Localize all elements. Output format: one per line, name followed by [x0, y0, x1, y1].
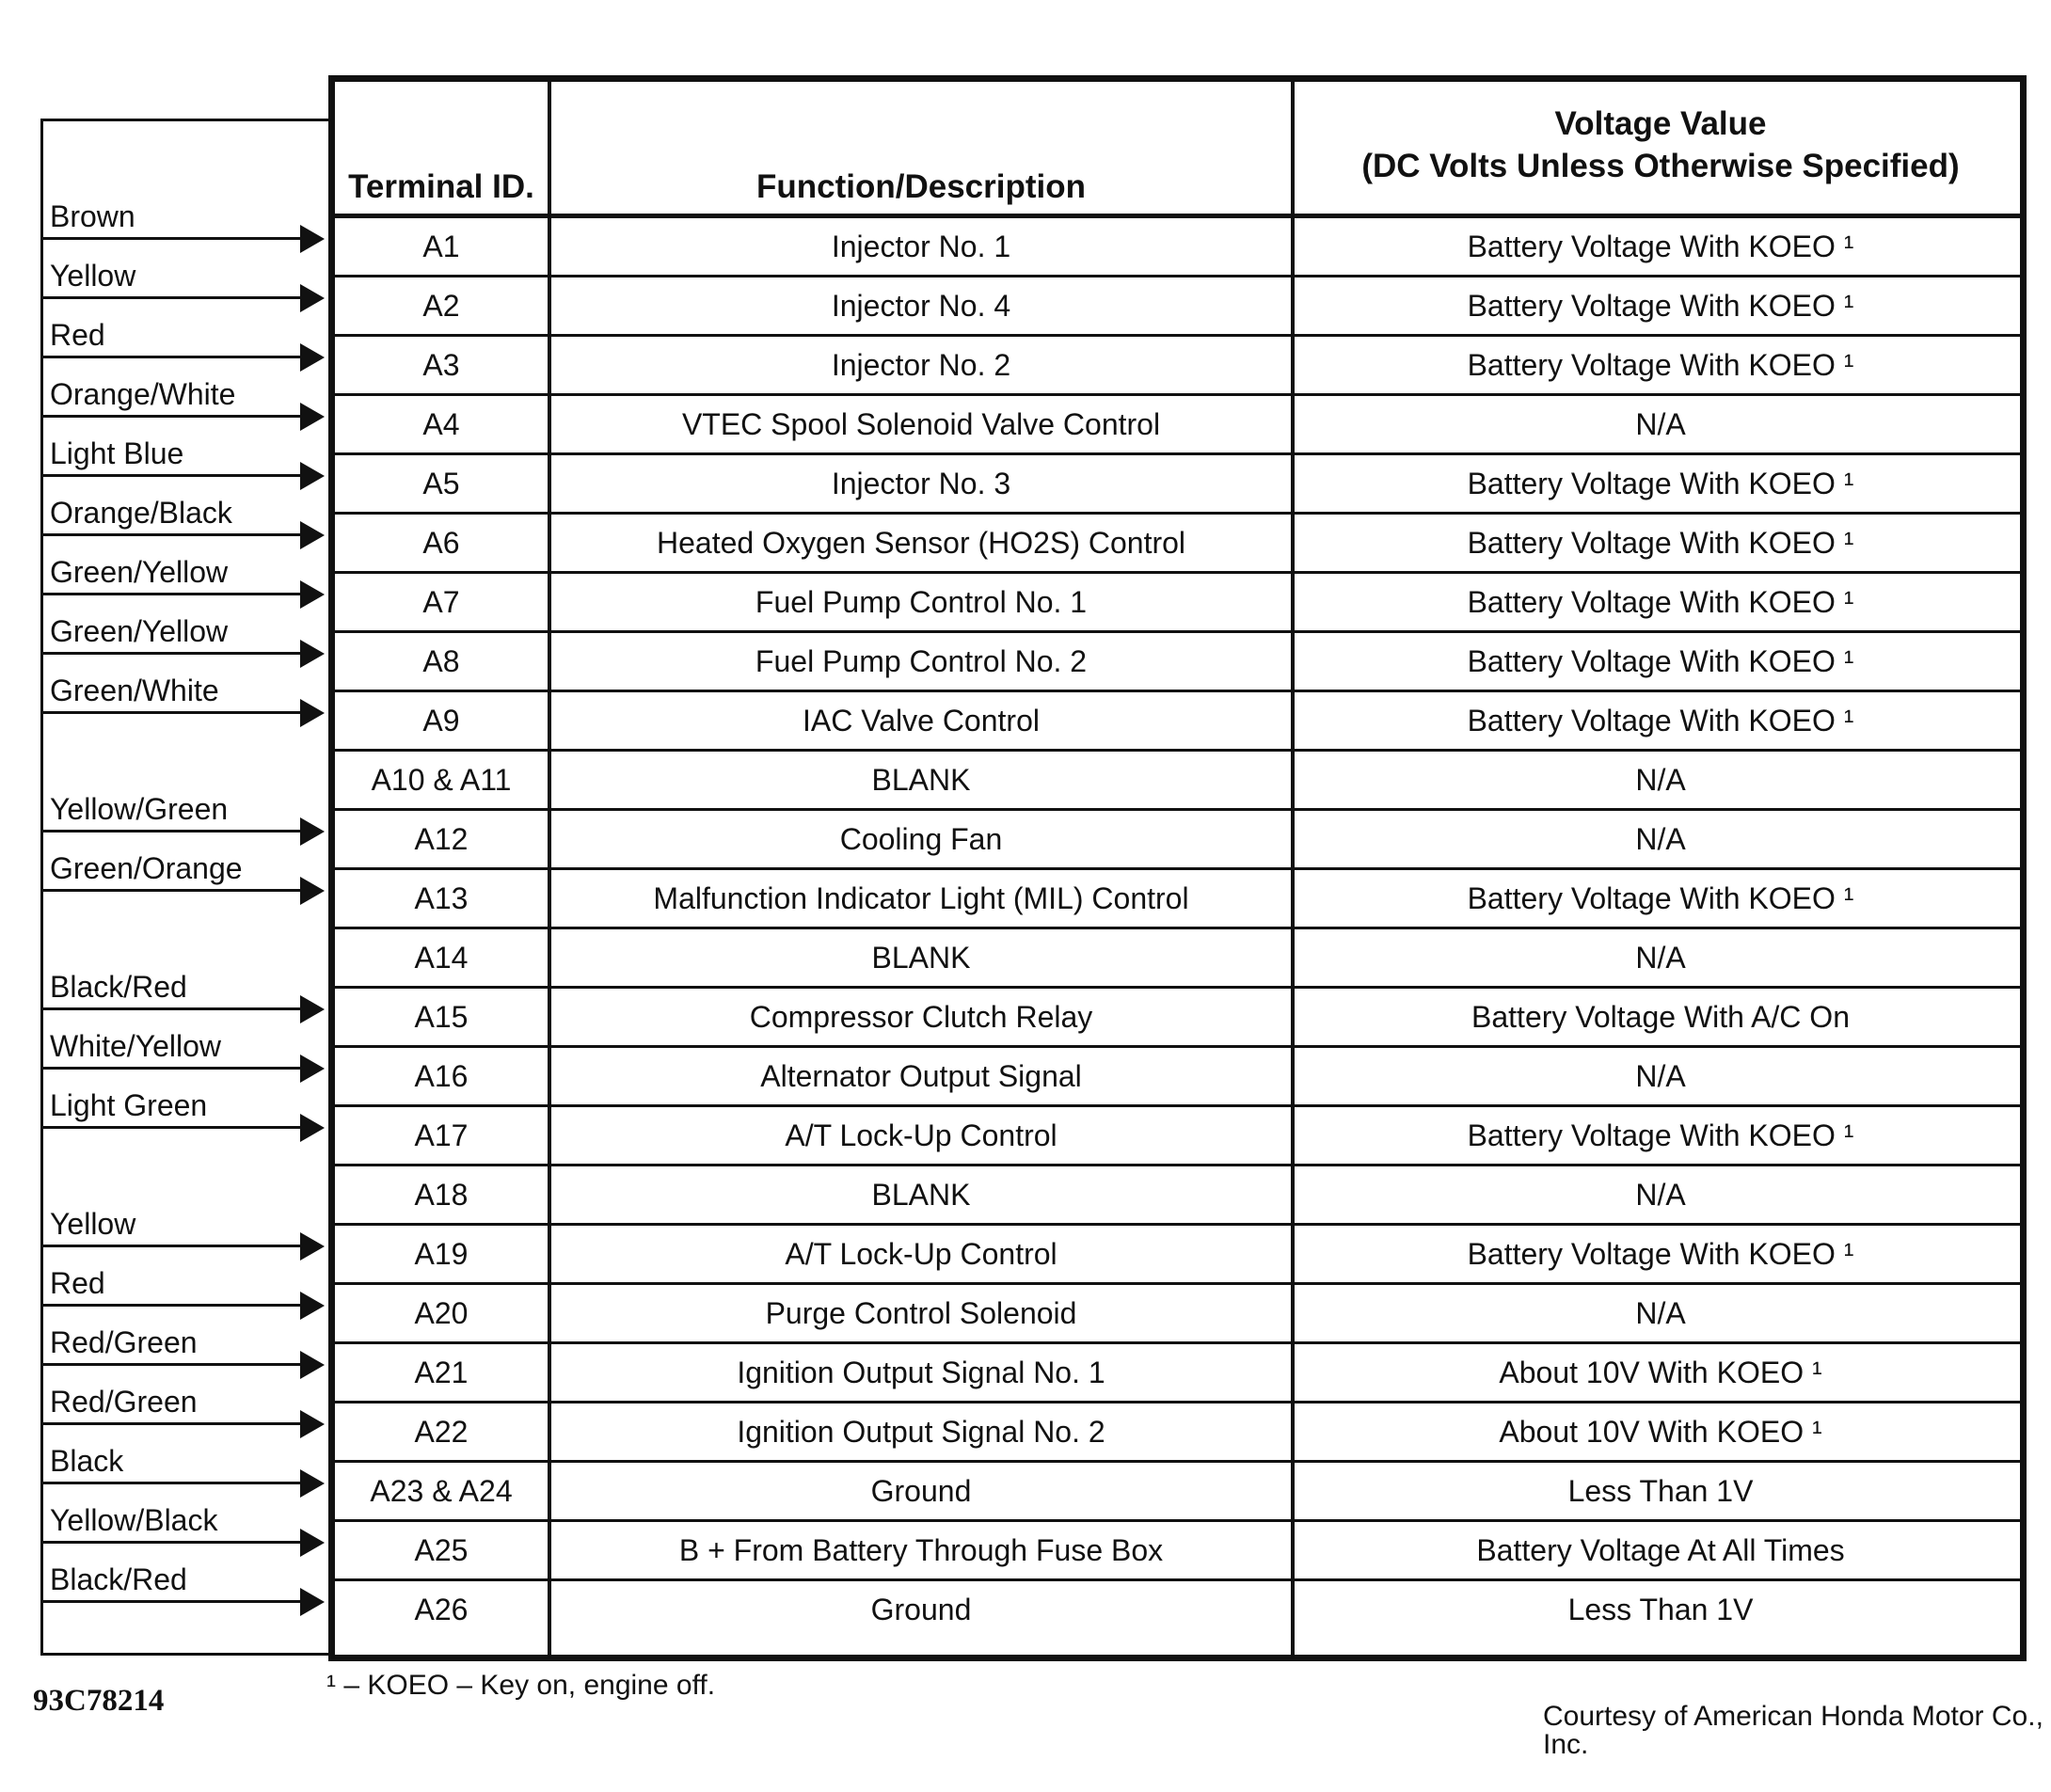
function-cell: Ground [870, 1473, 972, 1508]
terminal-id-cell: A18 [414, 1177, 469, 1212]
voltage-cell: Battery Voltage With KOEO ¹ [1467, 584, 1854, 619]
terminal-id-cell: A9 [422, 703, 460, 737]
terminal-id-cell: A5 [422, 466, 460, 500]
wire-color-label: White/Yellow [50, 1029, 222, 1063]
terminal-id-cell: A7 [422, 584, 460, 619]
wire-color-label: Light Blue [50, 436, 184, 470]
wire-color-label: Green/Yellow [50, 614, 229, 648]
wire-lead-line [40, 1363, 304, 1366]
table-row [335, 692, 2020, 752]
table-row [335, 574, 2020, 633]
terminal-id-cell: A26 [414, 1592, 469, 1626]
function-cell: Alternator Output Signal [760, 1058, 1082, 1093]
wire-color-label: Green/White [50, 674, 219, 707]
wire-color-label: Red [50, 318, 105, 352]
table-row [335, 929, 2020, 989]
header-voltage [1295, 82, 2027, 214]
wire-color-item [40, 1426, 323, 1484]
arrow-right-icon [300, 699, 325, 727]
voltage-cell: Battery Voltage With KOEO ¹ [1467, 466, 1854, 500]
wire-color-label: Orange/White [50, 377, 236, 411]
voltage-cell: About 10V With KOEO ¹ [1499, 1414, 1822, 1449]
wire-color-label: Light Green [50, 1088, 208, 1122]
terminal-id-cell: A13 [414, 880, 469, 915]
table-row [335, 1522, 2020, 1581]
voltage-cell: Battery Voltage With KOEO ¹ [1467, 229, 1854, 263]
terminal-id-cell: A21 [414, 1355, 469, 1389]
voltage-cell: N/A [1635, 406, 1686, 441]
terminal-id-cell: A14 [414, 940, 469, 975]
wire-color-item [40, 952, 323, 1010]
function-cell: Ignition Output Signal No. 1 [737, 1355, 1105, 1389]
table-row [335, 1107, 2020, 1166]
voltage-cell: N/A [1635, 1058, 1686, 1093]
wire-color-item [40, 182, 323, 240]
wire-lead-line [40, 711, 304, 714]
arrow-right-icon [300, 1588, 325, 1616]
terminal-id-cell: A15 [414, 999, 469, 1034]
function-cell: Injector No. 3 [831, 466, 1011, 500]
voltage-cell: N/A [1635, 940, 1686, 975]
wire-color-label: Brown [50, 199, 135, 233]
function-cell: Injector No. 2 [831, 347, 1011, 382]
wire-color-label: Black [50, 1444, 124, 1478]
terminal-id-cell: A16 [414, 1058, 469, 1093]
wire-lead-line [40, 1304, 304, 1307]
wire-lead-line [40, 889, 304, 892]
wire-color-item [40, 1545, 323, 1603]
function-cell: B + From Battery Through Fuse Box [678, 1532, 1164, 1567]
wire-color-label: Red/Green [50, 1325, 198, 1359]
wire-lead-line [40, 1541, 304, 1544]
wire-lead-line [40, 652, 304, 655]
terminal-id-cell: A19 [414, 1236, 469, 1271]
header-terminal-id: Terminal ID. [348, 167, 534, 205]
wire-color-label: Orange/Black [50, 496, 232, 530]
function-cell: Compressor Clutch Relay [749, 999, 1093, 1034]
voltage-cell: Battery Voltage At All Times [1476, 1532, 1845, 1567]
wire-lead-line [40, 1482, 304, 1484]
wire-color-item [40, 833, 323, 892]
table-row [335, 278, 2020, 337]
wire-color-label: Black/Red [50, 1562, 187, 1596]
function-cell: Purge Control Solenoid [765, 1295, 1077, 1330]
table-row [335, 1403, 2020, 1463]
voltage-cell: N/A [1635, 762, 1686, 797]
voltage-cell: Battery Voltage With KOEO ¹ [1467, 288, 1854, 323]
wire-lead-line [40, 1600, 304, 1603]
table-row [335, 811, 2020, 870]
wire-lead-line [40, 1007, 304, 1010]
wire-color-item [40, 596, 323, 655]
wire-color-label: Yellow/Green [50, 792, 229, 826]
wire-lead-line [40, 1245, 304, 1247]
wire-color-item [40, 1367, 323, 1425]
figure-id: 93C78214 [33, 1684, 165, 1718]
table-row [335, 870, 2020, 929]
footnote: ¹ – KOEO – Key on, engine off. [326, 1670, 716, 1701]
wire-color-item [40, 300, 323, 358]
function-cell: BLANK [871, 940, 971, 975]
function-cell: Fuel Pump Control No. 2 [755, 643, 1088, 678]
wire-color-label: Yellow [50, 1207, 136, 1241]
table-row [335, 1463, 2020, 1522]
wire-color-item [40, 1070, 323, 1129]
function-cell: VTEC Spool Solenoid Valve Control [681, 406, 1161, 441]
table-row [335, 1581, 2020, 1641]
wire-color-item [40, 359, 323, 418]
wire-color-label: Yellow/Black [50, 1503, 218, 1537]
voltage-cell: Battery Voltage With KOEO ¹ [1467, 703, 1854, 737]
wire-color-item [40, 537, 323, 595]
function-cell: Fuel Pump Control No. 1 [755, 584, 1088, 619]
voltage-cell: Battery Voltage With KOEO ¹ [1467, 525, 1854, 560]
wire-lead-line [40, 830, 304, 833]
table-row [335, 989, 2020, 1048]
table-row [335, 1344, 2020, 1403]
header-voltage-line2: (DC Volts Unless Otherwise Specified) [1361, 148, 1960, 184]
terminal-table [328, 75, 2027, 1661]
voltage-cell: Battery Voltage With KOEO ¹ [1467, 1118, 1854, 1152]
wire-color-item [40, 1011, 323, 1070]
wire-lead-line [40, 533, 304, 536]
terminal-id-cell: A17 [414, 1118, 469, 1152]
wire-lead-line [40, 1126, 304, 1129]
wire-color-label: Red/Green [50, 1385, 198, 1419]
terminal-id-cell: A12 [414, 821, 469, 856]
wire-lead-line [40, 237, 304, 240]
wire-color-label: Green/Yellow [50, 555, 229, 589]
wire-lead-line [40, 356, 304, 358]
voltage-cell: Battery Voltage With A/C On [1471, 999, 1850, 1034]
voltage-cell: N/A [1635, 1177, 1686, 1212]
terminal-id-cell: A20 [414, 1295, 469, 1330]
voltage-cell: Less Than 1V [1567, 1473, 1754, 1508]
wire-color-item [40, 1485, 323, 1544]
voltage-cell: Battery Voltage With KOEO ¹ [1467, 347, 1854, 382]
table-row [335, 455, 2020, 515]
wire-color-item [40, 419, 323, 477]
terminal-id-cell: A25 [414, 1532, 469, 1567]
function-cell: IAC Valve Control [803, 703, 1040, 737]
voltage-cell: Battery Voltage With KOEO ¹ [1467, 880, 1854, 915]
wire-color-label: Yellow [50, 259, 136, 293]
function-cell: Injector No. 4 [831, 288, 1011, 323]
terminal-id-cell: A2 [422, 288, 460, 323]
wire-color-item [40, 656, 323, 714]
wire-color-label: Black/Red [50, 970, 187, 1004]
terminal-id-cell: A8 [422, 643, 460, 678]
wire-lead-line [40, 474, 304, 477]
wire-color-label: Green/Orange [50, 851, 243, 885]
wire-lead-line [40, 415, 304, 418]
function-cell: BLANK [871, 1177, 971, 1212]
wire-color-item [40, 1308, 323, 1366]
terminal-id-cell: A10 & A11 [371, 762, 512, 797]
table-row [335, 1048, 2020, 1107]
function-cell: Ignition Output Signal No. 2 [737, 1414, 1105, 1449]
terminal-id-cell: A1 [422, 229, 460, 263]
header-function: Function/Description [756, 167, 1086, 205]
voltage-cell: N/A [1635, 821, 1686, 856]
wire-color-item [40, 1189, 323, 1247]
table-row [335, 1226, 2020, 1285]
wire-color-item [40, 774, 323, 833]
function-cell: Injector No. 1 [831, 229, 1011, 263]
voltage-cell: Battery Voltage With KOEO ¹ [1467, 1236, 1854, 1271]
voltage-cell: Less Than 1V [1567, 1592, 1754, 1626]
table-row [335, 337, 2020, 396]
voltage-cell: Battery Voltage With KOEO ¹ [1467, 643, 1854, 678]
voltage-cell: About 10V With KOEO ¹ [1499, 1355, 1822, 1389]
terminal-id-cell: A6 [422, 525, 460, 560]
table-row [335, 752, 2020, 811]
terminal-id-cell: A22 [414, 1414, 469, 1449]
function-cell: Ground [870, 1592, 972, 1626]
function-cell: Malfunction Indicator Light (MIL) Control [653, 880, 1189, 915]
header-voltage-line1: Voltage Value [1554, 104, 1767, 142]
wire-color-item [40, 478, 323, 536]
wire-color-item [40, 1248, 323, 1307]
voltage-cell: N/A [1635, 1295, 1686, 1330]
arrow-right-icon [300, 877, 325, 905]
table-row [335, 1166, 2020, 1226]
function-cell: BLANK [871, 762, 971, 797]
function-cell: Cooling Fan [839, 821, 1003, 856]
terminal-id-cell: A4 [422, 406, 460, 441]
courtesy-line [1543, 1701, 2051, 1760]
table-row [335, 396, 2020, 455]
table-row [335, 515, 2020, 574]
wire-lead-line [40, 1067, 304, 1070]
wire-lead-line [40, 593, 304, 595]
function-cell: A/T Lock-Up Control [785, 1118, 1057, 1152]
terminal-id-cell: A23 & A24 [370, 1473, 513, 1508]
wire-color-item [40, 241, 323, 299]
table-row [335, 633, 2020, 692]
table-row [335, 218, 2020, 278]
wire-lead-line [40, 1422, 304, 1425]
table-row [335, 1285, 2020, 1344]
function-cell: A/T Lock-Up Control [785, 1236, 1057, 1271]
terminal-id-cell: A3 [422, 347, 460, 382]
wire-lead-line [40, 296, 304, 299]
arrow-right-icon [300, 1114, 325, 1142]
courtesy-text: Courtesy of American Honda Motor Co., Inc. [1543, 1701, 2043, 1760]
wire-color-label: Red [50, 1266, 105, 1300]
function-cell: Heated Oxygen Sensor (HO2S) Control [656, 525, 1186, 560]
